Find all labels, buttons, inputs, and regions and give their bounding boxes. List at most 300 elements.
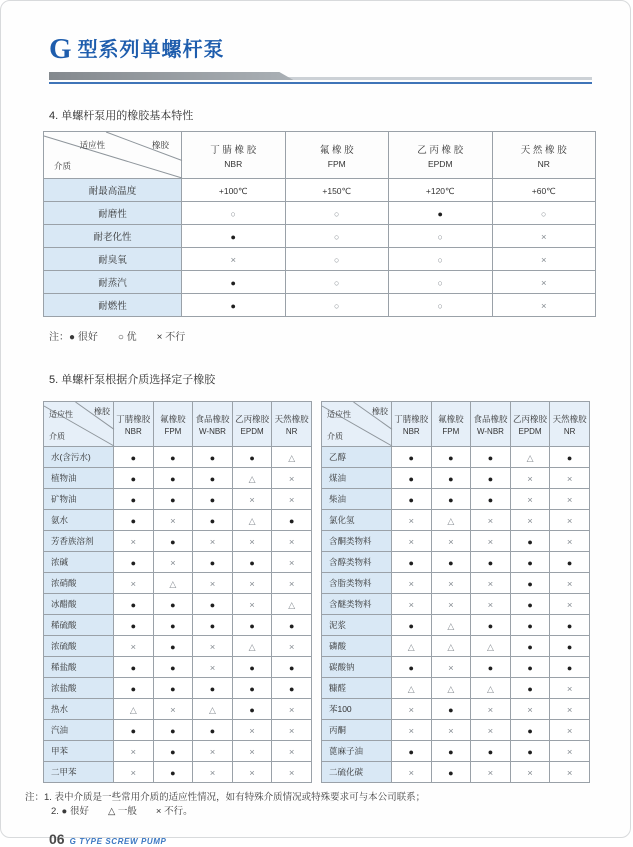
rating-symbol: ×: [566, 579, 573, 590]
value-cell: [232, 636, 272, 657]
corner-label-rubber: 橡胶: [151, 140, 169, 150]
value-cell: [389, 248, 493, 271]
value-cell: [550, 447, 590, 468]
rating-symbol: ○: [230, 209, 236, 219]
row-label: 糠醛: [321, 678, 391, 699]
row-label: 矿物油: [44, 489, 114, 510]
rating-symbol: △: [407, 642, 415, 652]
rating-symbol: ×: [249, 537, 255, 548]
row-label: 蓖麻子油: [321, 741, 391, 762]
rating-symbol: ●: [130, 516, 137, 526]
value-cell: [510, 552, 550, 573]
rating-symbol: ○: [541, 209, 547, 219]
value-cell: [114, 741, 154, 762]
value-cell: [391, 531, 431, 552]
value-cell: [389, 225, 493, 248]
row-label: 耐磨性: [44, 202, 182, 225]
rating-symbol: ×: [408, 705, 415, 716]
rating-symbol: ●: [170, 537, 176, 547]
rating-symbol: ●: [487, 474, 494, 484]
value-cell: [510, 699, 550, 720]
value-cell: [492, 202, 596, 225]
table-row: [44, 699, 312, 720]
value-cell: [510, 447, 550, 468]
column-name-cn: 天 然 橡 胶: [520, 144, 567, 156]
rating-symbol: ×: [540, 301, 547, 312]
row-label: 浓盐酸: [44, 678, 114, 699]
rating-symbol: ●: [249, 663, 255, 673]
rating-symbol: ●: [527, 537, 533, 547]
rating-symbol: ●: [130, 684, 137, 694]
value-cell: [510, 762, 550, 783]
value-cell: [492, 248, 596, 271]
value-cell: [391, 678, 431, 699]
rating-symbol: ×: [408, 726, 415, 737]
rating-symbol: ×: [288, 495, 295, 506]
rating-symbol: ×: [448, 726, 454, 737]
rating-symbol: ×: [566, 747, 573, 758]
table-row: [321, 468, 589, 489]
footer-note-line2: 2. ● 很好 △ 一般 × 不行。: [51, 806, 193, 817]
header-rule: [49, 69, 592, 84]
table-row: [44, 678, 312, 699]
rating-symbol: ×: [209, 579, 216, 590]
rating-symbol: ×: [170, 516, 176, 527]
rating-symbol: ●: [209, 684, 216, 694]
rating-symbol: ●: [487, 621, 494, 631]
media-selection-tables: [43, 401, 630, 783]
rating-symbol: ●: [209, 726, 216, 736]
value-cell: [272, 531, 312, 552]
value-cell: [431, 741, 471, 762]
table-row: [44, 594, 312, 615]
rating-symbol: ×: [487, 516, 494, 527]
rating-symbol: △: [447, 642, 455, 652]
rating-symbol: ×: [540, 278, 547, 289]
corner-label-medium: 介质: [49, 432, 65, 441]
value-cell: [232, 699, 272, 720]
value-cell: [550, 468, 590, 489]
value-cell: [114, 468, 154, 489]
column-name-en: W-NBR: [199, 426, 226, 436]
table-row: [44, 762, 312, 783]
table-row: [321, 720, 589, 741]
rating-symbol: ×: [566, 684, 573, 695]
value-cell: [492, 294, 596, 317]
rating-symbol: ●: [170, 495, 176, 505]
value-cell: [431, 552, 471, 573]
rating-symbol: ×: [566, 705, 573, 716]
diagonal-corner-cell: [44, 402, 114, 447]
value-cell: [114, 531, 154, 552]
value-cell: [550, 531, 590, 552]
table-row: [44, 447, 312, 468]
rating-symbol: ×: [448, 537, 454, 548]
rating-symbol: ●: [130, 726, 137, 736]
column-name-en: FPM: [327, 158, 346, 169]
corner-label-rubber: 橡胶: [371, 407, 388, 416]
rating-symbol: ●: [448, 474, 454, 484]
table-row: [321, 552, 589, 573]
value-cell: [550, 615, 590, 636]
value-cell: [153, 447, 193, 468]
column-header: [431, 402, 471, 447]
value-cell: [471, 741, 511, 762]
rating-symbol: ●: [249, 705, 255, 715]
value-cell: [232, 468, 272, 489]
value-cell: [193, 678, 233, 699]
value-cell: [391, 762, 431, 783]
column-name-en: NBR: [402, 426, 420, 436]
rating-symbol: ○: [437, 278, 443, 288]
rating-symbol: ×: [566, 726, 573, 737]
value-cell: [153, 531, 193, 552]
table-row: [44, 531, 312, 552]
rating-symbol: ×: [566, 600, 573, 611]
value-cell: [471, 531, 511, 552]
page-footer: [49, 831, 630, 847]
value-cell: [471, 615, 511, 636]
value-cell: [471, 636, 511, 657]
column-header: [232, 402, 272, 447]
rating-symbol: ●: [170, 726, 176, 736]
column-header: [153, 402, 193, 447]
rating-symbol: ×: [487, 579, 494, 590]
column-header: [510, 402, 550, 447]
rating-symbol: ●: [130, 558, 137, 568]
value-cell: [182, 225, 286, 248]
value-cell: [114, 762, 154, 783]
rating-symbol: ●: [209, 474, 216, 484]
value-cell: [550, 657, 590, 678]
value-cell: [193, 489, 233, 510]
rating-symbol: ○: [437, 301, 443, 311]
value-cell: [431, 510, 471, 531]
corner-label-applicability: 适应性: [49, 410, 73, 419]
column-name-cn: 氟 橡 胶: [319, 144, 354, 156]
diagonal-corner-cell: [44, 132, 182, 179]
table-row: [321, 531, 589, 552]
rating-symbol: ●: [408, 558, 414, 568]
rating-symbol: ×: [487, 600, 494, 611]
rating-symbol: ●: [408, 663, 414, 673]
rating-symbol: ●: [209, 621, 216, 631]
value-cell: [114, 594, 154, 615]
value-cell: [389, 271, 493, 294]
value-cell: [550, 678, 590, 699]
table-row: [44, 573, 312, 594]
rating-symbol: ○: [334, 278, 340, 288]
row-label: 热水: [44, 699, 114, 720]
temperature-value: +100℃: [218, 186, 248, 196]
column-header: [182, 132, 286, 179]
value-cell: [391, 636, 431, 657]
value-cell: [193, 573, 233, 594]
column-header: [389, 132, 493, 179]
value-cell: [285, 271, 389, 294]
rating-symbol: ×: [527, 495, 533, 506]
value-cell: [114, 699, 154, 720]
rating-symbol: ●: [527, 621, 533, 631]
corner-label-applicability: 适应性: [79, 140, 106, 150]
value-cell: [182, 294, 286, 317]
value-cell: [232, 762, 272, 783]
rating-symbol: ×: [448, 600, 454, 611]
value-cell: [272, 657, 312, 678]
value-cell: [510, 678, 550, 699]
value-cell: [182, 248, 286, 271]
diagonal-corner-cell: [321, 402, 391, 447]
rating-symbol: ●: [448, 558, 454, 568]
column-header: [285, 132, 389, 179]
value-cell: [391, 699, 431, 720]
value-cell: [510, 489, 550, 510]
row-label: 耐臭氧: [44, 248, 182, 271]
rating-symbol: ●: [230, 301, 236, 311]
media-selection-table-left: [43, 401, 312, 783]
value-cell: [285, 248, 389, 271]
rating-symbol: ×: [566, 495, 573, 506]
header-rule-bar: [49, 72, 293, 80]
table-row: [44, 468, 312, 489]
value-cell: [272, 594, 312, 615]
rating-symbol: ×: [130, 747, 137, 758]
table-row: [321, 741, 589, 762]
rating-symbol: ●: [249, 558, 255, 568]
value-cell: [391, 489, 431, 510]
rating-symbol: ×: [566, 474, 573, 485]
value-cell: [114, 510, 154, 531]
row-label: 苯100: [321, 699, 391, 720]
column-name-en: NR: [563, 426, 576, 436]
table-row: [44, 271, 596, 294]
column-name-en: FPM: [442, 426, 460, 436]
footer-note-line1: 注：1. 表中介质是一些常用介质的适应性情况，如有特殊介质情况或特殊要求可与本公司联系；: [25, 792, 426, 803]
value-cell: [510, 510, 550, 531]
value-cell: [232, 594, 272, 615]
value-cell: [153, 699, 193, 720]
table-row: [44, 294, 596, 317]
rating-symbol: ○: [334, 232, 340, 242]
rating-symbol: ●: [130, 453, 137, 463]
rating-symbol: △: [209, 705, 216, 715]
value-cell: [114, 720, 154, 741]
rating-symbol: ●: [288, 621, 295, 631]
value-cell: [114, 489, 154, 510]
section5-title: 5. 单螺杆泵根据介质选择定子橡胶: [49, 374, 216, 386]
value-cell: [153, 573, 193, 594]
rating-symbol: ●: [448, 768, 454, 778]
value-cell: [492, 271, 596, 294]
value-cell: [391, 615, 431, 636]
column-name-en: EPDM: [518, 426, 542, 436]
value-cell: [285, 202, 389, 225]
row-label: 磷酸: [321, 636, 391, 657]
rating-symbol: ●: [288, 684, 295, 694]
column-name-en: FPM: [164, 426, 182, 436]
rating-symbol: ●: [170, 621, 176, 631]
rating-symbol: ●: [487, 747, 494, 757]
row-label: 浓硝酸: [44, 573, 114, 594]
column-header: [391, 402, 431, 447]
rating-symbol: ×: [448, 663, 454, 674]
rating-symbol: ×: [288, 768, 295, 779]
table-row: [44, 657, 312, 678]
value-cell: [285, 294, 389, 317]
value-cell: [510, 741, 550, 762]
rating-symbol: ×: [448, 579, 454, 590]
rating-symbol: △: [288, 453, 296, 463]
value-cell: [492, 225, 596, 248]
rating-symbol: ●: [130, 495, 137, 505]
column-name-en: NR: [285, 426, 298, 436]
rating-symbol: ×: [527, 705, 533, 716]
rating-symbol: ×: [408, 537, 415, 548]
value-cell: [153, 489, 193, 510]
value-cell: [153, 678, 193, 699]
value-cell: [471, 552, 511, 573]
value-cell: [431, 678, 471, 699]
rating-symbol: ●: [408, 495, 414, 505]
rating-symbol: △: [248, 516, 256, 526]
value-cell: [391, 510, 431, 531]
table-row: [321, 573, 589, 594]
rating-symbol: ●: [130, 600, 137, 610]
rating-symbol: △: [407, 684, 415, 694]
row-label: 乙醇: [321, 447, 391, 468]
temperature-value: +150℃: [322, 186, 352, 196]
rating-symbol: ×: [288, 579, 295, 590]
value-cell: [193, 762, 233, 783]
table-row: [44, 741, 312, 762]
rating-symbol: ×: [566, 516, 573, 527]
rating-symbol: ●: [209, 600, 216, 610]
rating-symbol: ●: [448, 747, 454, 757]
column-header: [550, 402, 590, 447]
rating-symbol: ●: [566, 663, 573, 673]
value-cell: [232, 489, 272, 510]
title-text: 型系列单螺杆泵: [77, 39, 225, 61]
rating-symbol: ●: [249, 621, 255, 631]
row-label: 水(含污水): [44, 447, 114, 468]
table-row: [44, 720, 312, 741]
value-cell: [153, 552, 193, 573]
table-row: [321, 636, 589, 657]
row-label: 含醇类物料: [321, 552, 391, 573]
value-cell: [550, 489, 590, 510]
table-row: [321, 678, 589, 699]
value-cell: [232, 615, 272, 636]
value-cell: [550, 573, 590, 594]
value-cell: [389, 179, 493, 202]
row-label: 稀硫酸: [44, 615, 114, 636]
value-cell: [550, 594, 590, 615]
rating-symbol: ×: [170, 558, 176, 569]
value-cell: [431, 657, 471, 678]
header-row: [321, 402, 589, 447]
column-header: [193, 402, 233, 447]
value-cell: [114, 615, 154, 636]
rating-symbol: ×: [288, 474, 295, 485]
rating-symbol: ●: [527, 663, 533, 673]
column-name-en: W-NBR: [476, 426, 504, 436]
rating-symbol: ○: [437, 232, 443, 242]
value-cell: [193, 636, 233, 657]
table-row: [44, 202, 596, 225]
rating-symbol: ●: [209, 558, 216, 568]
rating-symbol: ×: [540, 232, 547, 243]
value-cell: [232, 573, 272, 594]
page-title: [49, 33, 592, 66]
rating-symbol: ●: [487, 558, 494, 568]
table-row: [321, 699, 589, 720]
row-label: 耐蒸汽: [44, 271, 182, 294]
value-cell: [550, 762, 590, 783]
value-cell: [153, 720, 193, 741]
value-cell: [153, 657, 193, 678]
rating-symbol: ×: [288, 726, 295, 737]
corner-label-medium: 介质: [326, 432, 343, 441]
rating-symbol: ●: [170, 453, 176, 463]
table-row: [44, 179, 596, 202]
value-cell: [510, 615, 550, 636]
rating-symbol: ×: [130, 537, 137, 548]
value-cell: [153, 594, 193, 615]
value-cell: [114, 447, 154, 468]
column-name-cn: 食品橡胶: [195, 413, 230, 424]
column-name-cn: 天然橡胶: [552, 413, 587, 424]
page-number: 06: [49, 831, 65, 847]
table-row: [321, 657, 589, 678]
value-cell: [232, 552, 272, 573]
column-name-cn: 氟橡胶: [160, 413, 186, 424]
rating-symbol: △: [486, 684, 494, 694]
rating-symbol: ×: [249, 768, 255, 779]
value-cell: [471, 720, 511, 741]
rating-symbol: ●: [566, 558, 573, 568]
brand-label: G TYPE SCREW PUMP: [69, 837, 167, 846]
header-row: [44, 402, 312, 447]
rating-symbol: △: [129, 705, 137, 715]
row-label: 含脂类物料: [321, 573, 391, 594]
rating-symbol: ×: [209, 747, 216, 758]
value-cell: [492, 179, 596, 202]
rating-symbol: ●: [170, 642, 176, 652]
value-cell: [471, 594, 511, 615]
column-header: [471, 402, 511, 447]
rating-symbol: ●: [527, 600, 533, 610]
column-name-cn: 食品橡胶: [473, 413, 508, 424]
rating-symbol: △: [526, 453, 534, 463]
rating-symbol: ×: [209, 663, 216, 674]
rating-symbol: ×: [527, 768, 533, 779]
section4-note: 注：● 很好 ○ 优 × 不行: [49, 332, 186, 343]
rating-symbol: ×: [130, 579, 137, 590]
rating-symbol: ●: [408, 453, 414, 463]
rating-symbol: ×: [566, 537, 573, 548]
value-cell: [193, 720, 233, 741]
rating-symbol: △: [288, 600, 296, 610]
value-cell: [193, 510, 233, 531]
value-cell: [431, 720, 471, 741]
value-cell: [193, 657, 233, 678]
rating-symbol: △: [447, 516, 455, 526]
value-cell: [232, 510, 272, 531]
rating-symbol: ●: [527, 642, 533, 652]
row-label: 二甲苯: [44, 762, 114, 783]
rating-symbol: ×: [230, 255, 237, 266]
header-row: [44, 132, 596, 179]
